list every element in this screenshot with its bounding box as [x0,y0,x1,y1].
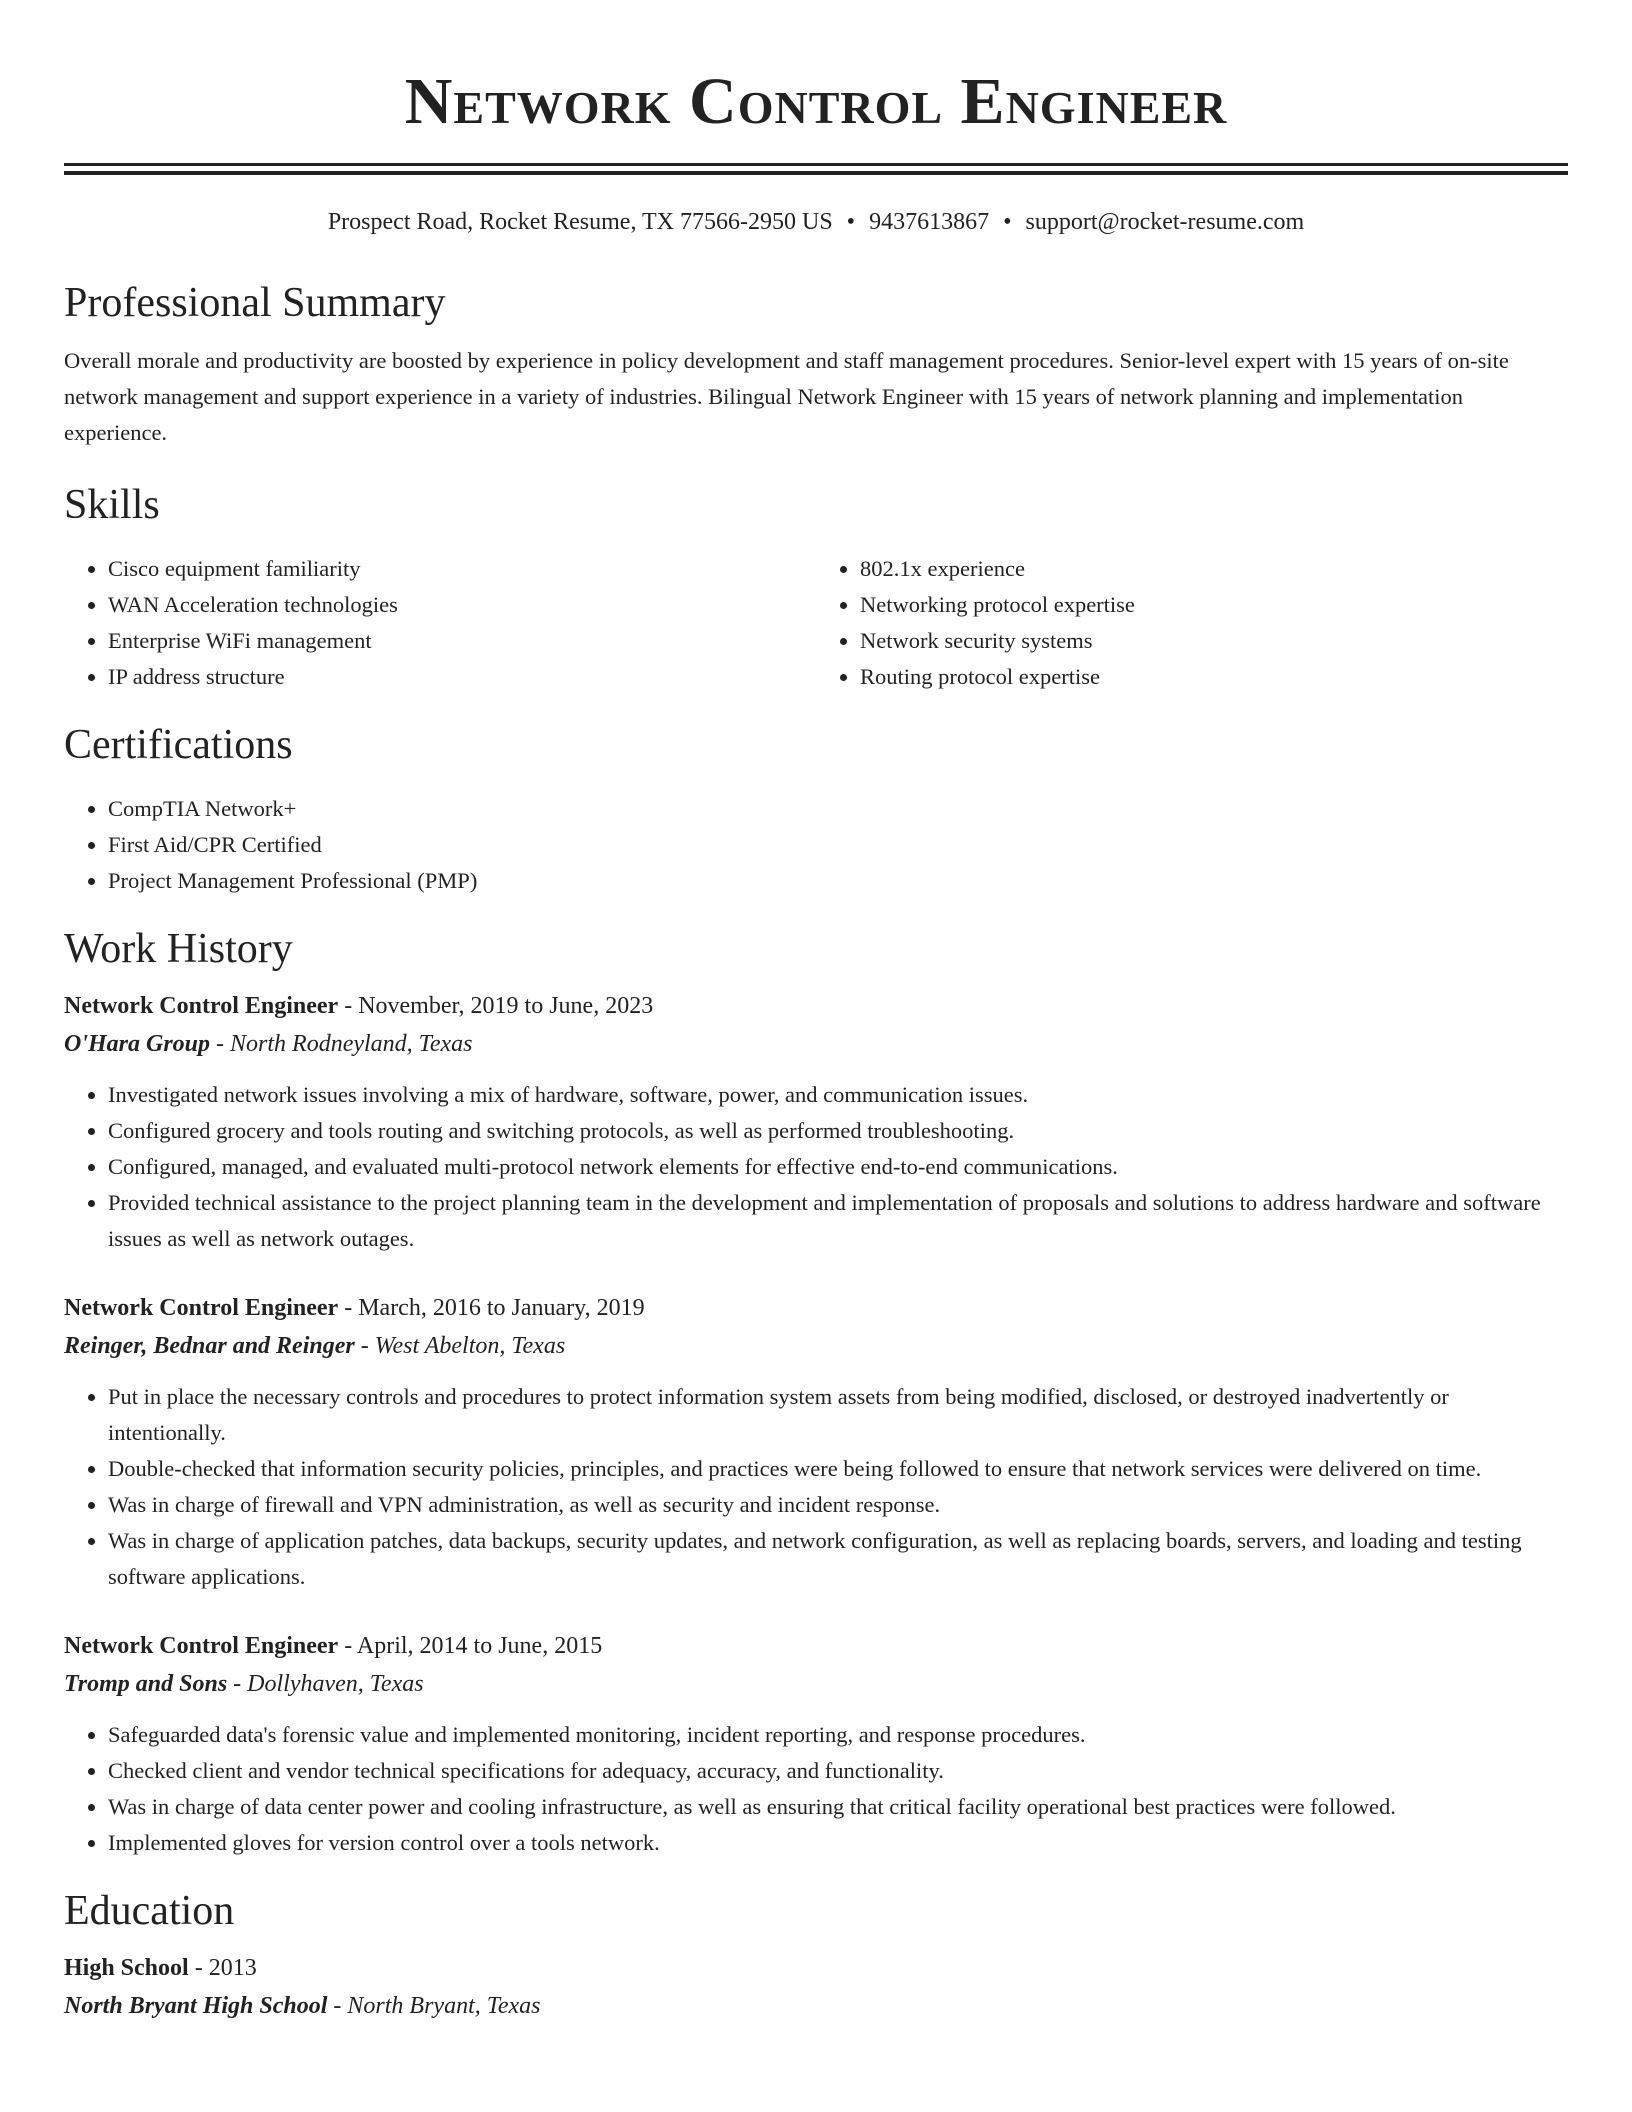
job-company-line [64,1665,1568,1703]
skill-item: • Cisco equipment familiarity [108,551,816,587]
section-heading-summary: Professional Summary [64,280,446,326]
job-title: Network Control Engineer [64,1295,339,1321]
contact-line [64,205,1568,239]
education-year: - 2013 [188,1955,257,1981]
job-bullet: • Was in charge of data center power and cooling infrastructure, as well as ensuring that critical facility operational best practices were followed. [108,1789,1568,1825]
job-title: Network Control Engineer [64,1633,339,1659]
job-bullet: • Configured, managed, and evaluated multi-protocol network elements for effective end-to-end communications. [108,1149,1568,1185]
job-location: - West Abelton, Texas [354,1333,566,1359]
job-location: - Dollyhaven, Texas [227,1671,424,1697]
resume-title: Network Control Engineer [404,65,1228,138]
job-company: O'Hara Group [64,1031,211,1057]
summary-text: Overall morale and productivity are boosted by experience in policy development and staff management procedures. Senior-level expert with 15 years of on-site network management and support experience in a variety of industries. Bilingual Network Engineer with 15 years of network planning and implementation experience. [64,348,1509,445]
certification-item: • First Aid/CPR Certified [108,827,1568,863]
contact-email: support@rocket-resume.com [1025,209,1305,235]
certifications-section [64,719,1568,899]
section-heading-education: Education [64,1888,235,1934]
skills-list-right [816,551,1568,695]
skill-item: • IP address structure [108,659,816,695]
certifications-list [64,791,1568,899]
job-bullet: • Implemented gloves for version control over a tools network. [108,1825,1568,1861]
skills-list-left [64,551,816,695]
section-heading-certifications: Certifications [64,722,293,768]
job-company: Reinger, Bednar and Reinger [64,1333,355,1359]
job-bullet: • Provided technical assistance to the project planning team in the development and implementation of proposals and solutions to address hardware and software issues as well as network outages. [108,1185,1568,1257]
skills-section [64,479,1568,695]
education-degree-line [64,1949,1568,1987]
education-location: - North Bryant, Texas [327,1993,541,2019]
job-company-line [64,1327,1568,1365]
education-school: North Bryant High School [64,1993,328,2019]
job-bullet: • Investigated network issues involving a mix of hardware, software, power, and communication issues. [108,1077,1568,1113]
skill-item: • Networking protocol expertise [860,587,1568,623]
job-bullets [64,1717,1568,1861]
job-bullets [64,1077,1568,1257]
education-degree: High School [64,1955,189,1981]
skill-item: • WAN Acceleration technologies [108,587,816,623]
job-bullet: • Safeguarded data's forensic value and implemented monitoring, incident reporting, and response procedures. [108,1717,1568,1753]
contact-separator: • [846,209,856,235]
education-school-line [64,1987,1568,2025]
job-entry [64,987,1568,1257]
job-bullet: • Was in charge of application patches, data backups, security updates, and network configuration, as well as replacing boards, servers, and loading and testing software applications. [108,1523,1568,1595]
job-bullet: • Configured grocery and tools routing and switching protocols, as well as performed troubleshooting. [108,1113,1568,1149]
skill-item: • Routing protocol expertise [860,659,1568,695]
section-heading-skills: Skills [64,482,160,528]
skills-columns [64,551,1568,695]
job-bullet: • Double-checked that information security policies, principles, and practices were being followed to ensure that network services were delivered on time. [108,1451,1568,1487]
education-entry [64,1949,1568,2025]
job-bullet: • Was in charge of firewall and VPN administration, as well as security and incident response. [108,1487,1568,1523]
work-history-section [64,923,1568,1861]
job-bullets [64,1379,1568,1595]
job-title-line [64,987,1568,1025]
job-entry [64,1627,1568,1861]
job-title-line [64,1289,1568,1327]
contact-address: Prospect Road, Rocket Resume, TX 77566-2950 US [327,209,833,235]
job-title-line [64,1627,1568,1665]
job-bullet: • Put in place the necessary controls and procedures to protect information system assets from being modified, disclosed, or destroyed inadvertently or intentionally. [108,1379,1568,1451]
skill-item: • 802.1x experience [860,551,1568,587]
contact-separator: • [1003,209,1012,235]
contact-phone: 9437613867 [869,209,990,235]
job-entry [64,1289,1568,1595]
skill-item: • Network security systems [860,623,1568,659]
job-company-line [64,1025,1568,1063]
certification-item: • CompTIA Network+ [108,791,1568,827]
job-title: Network Control Engineer [64,993,339,1019]
section-heading-work-history: Work History [64,926,293,972]
job-dates: - March, 2016 to January, 2019 [338,1295,645,1321]
certification-item: • Project Management Professional (PMP) [108,863,1568,899]
job-company: Tromp and Sons [64,1671,228,1697]
resume-page [64,0,1568,2025]
job-bullet: • Checked client and vendor technical specifications for adequacy, accuracy, and functionality. [108,1753,1568,1789]
job-dates: - November, 2019 to June, 2023 [338,993,654,1019]
education-section [64,1885,1568,2025]
skill-item: • Enterprise WiFi management [108,623,816,659]
job-location: - North Rodneyland, Texas [210,1031,473,1057]
job-dates: - April, 2014 to June, 2015 [338,1633,603,1659]
summary-section [64,277,1568,451]
header-divider [64,163,1568,175]
